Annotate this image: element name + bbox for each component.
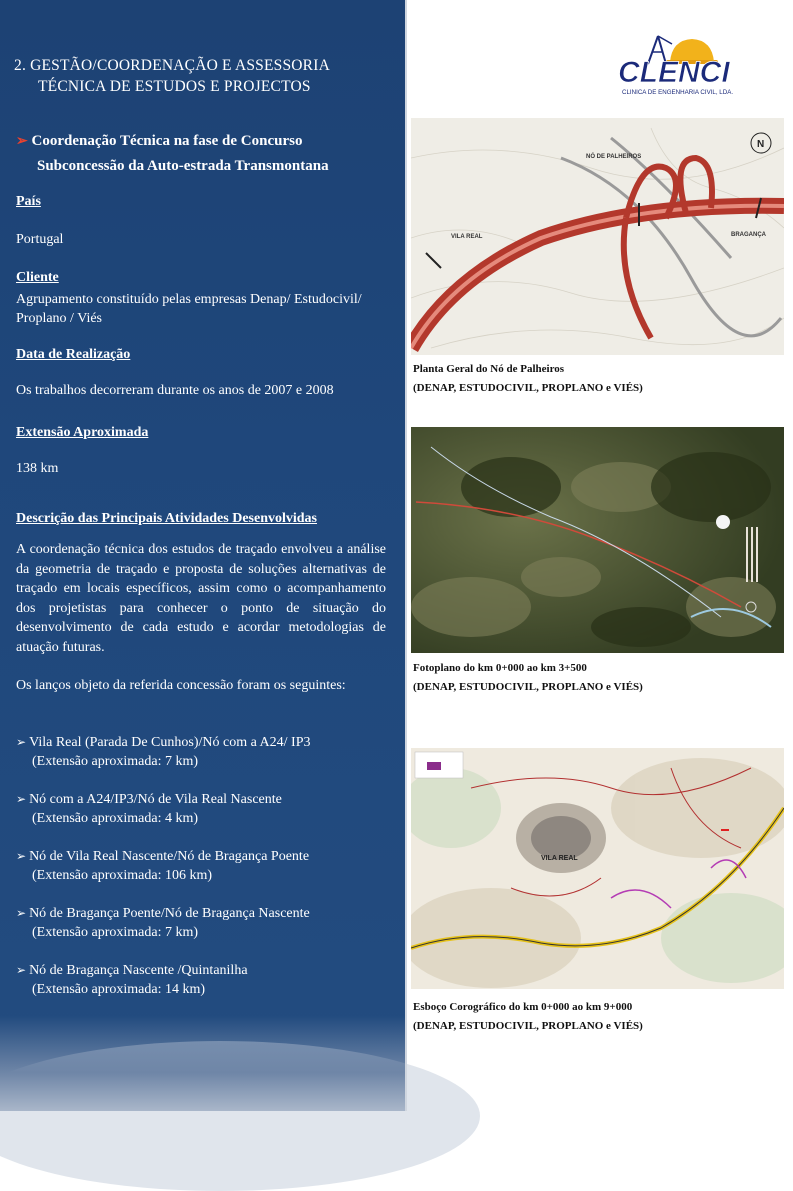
list-item [16,847,396,885]
logo-text: CLENCI [618,56,730,89]
arrow-bullet-icon: ➢ [16,134,28,149]
map-label: VILA REAL [451,234,483,240]
client-label: Cliente [16,270,59,285]
project-title [16,129,401,178]
description-label: Descrição das Principais Atividades Desenvolvidas [16,511,318,526]
section-title-line1: 2. GESTÃO/COORDENAÇÃO E ASSESSORIA [14,57,330,74]
description-paragraph: Os lanços objeto da referida concessão foram os seguintes: [16,678,346,693]
image-caption [413,659,783,697]
date-label: Data de Realização [16,347,131,362]
extension-label: Extensão Aproximada [16,425,149,440]
caption-title: Fotoplano do km 0+000 ao km 3+500 [413,662,587,674]
image-caption [413,360,783,398]
svg-text:N: N [757,139,765,150]
lanco-name: Nó com a A24/IP3/Nó de Vila Real Nascente [29,792,282,807]
lanco-extension: (Extensão aproximada: 7 km) [32,925,199,940]
clenci-logo [612,34,762,100]
image-caption [413,998,783,1036]
arrow-bullet-icon: ➢ [16,963,27,977]
caption-title: Planta Geral do Nó de Palheiros [413,363,565,375]
date-value: Os trabalhos decorreram durante os anos de 2007 e 2008 [16,383,334,398]
map-label: BRAGANÇA [731,232,766,238]
project-title-line1: Coordenação Técnica na fase de Concurso [31,133,303,149]
chorographic-map-drawing [411,748,784,989]
map-label: NÓ DE PALHEIROS [586,154,642,160]
extension-value: 138 km [16,461,59,476]
road-plan-image [411,118,784,355]
caption-credits: (DENAP, ESTUDOCIVIL, PROPLANO e VIÉS) [413,1020,643,1032]
arrow-bullet-icon: ➢ [16,849,27,863]
description [16,540,386,696]
lanco-extension: (Extensão aproximada: 7 km) [32,754,199,769]
lanco-name: Vila Real (Parada De Cunhos)/Nó com a A24/ IP3 [29,735,311,750]
arrow-bullet-icon: ➢ [16,792,27,806]
country-value: Portugal [16,232,64,247]
aerial-photo-image [411,427,784,653]
map-label: VILA REAL [541,855,578,862]
arrow-bullet-icon: ➢ [16,906,27,920]
arrow-bullet-icon: ➢ [16,735,27,749]
country-label: País [16,194,41,209]
client-value: Agrupamento constituído pelas empresas Denap/ Estudocivil/ Proplano / Viés [16,292,362,326]
aerial-photo-drawing [411,427,784,653]
lanco-name: Nó de Bragança Nascente /Quintanilha [29,963,248,978]
section-title-line2: TÉCNICA DE ESTUDOS E PROJECTOS [38,78,311,95]
decorative-fade [0,1016,405,1111]
lancos-list [16,733,396,1018]
road-plan-drawing [411,118,784,355]
list-item [16,961,396,999]
list-item [16,733,396,771]
logo-graphic [612,34,762,100]
left-panel [0,0,405,1111]
list-item [16,904,396,942]
list-item [16,790,396,828]
panel-divider [405,0,407,1111]
caption-credits: (DENAP, ESTUDOCIVIL, PROPLANO e VIÉS) [413,382,643,394]
description-paragraph: A coordenação técnica dos estudos de traçado envolveu a análise da geometria de traçado e proposta de soluções alternativas de traçado em locais específicos, assim como o acompanhamento dos projetistas para conhecer o ponto de situação do desenvolvimento de cada estudo e acordar metodologias de atuação futuras. [16,542,386,655]
lanco-extension: (Extensão aproximada: 14 km) [32,982,206,997]
logo-subtext: CLINICA DE ENGENHARIA CIVIL, LDA. [622,89,734,96]
caption-credits: (DENAP, ESTUDOCIVIL, PROPLANO e VIÉS) [413,681,643,693]
lanco-extension: (Extensão aproximada: 106 km) [32,868,213,883]
lanco-name: Nó de Bragança Poente/Nó de Bragança Nascente [29,906,310,921]
caption-title: Esboço Corográfico do km 0+000 ao km 9+000 [413,1001,633,1013]
project-title-line2: Subconcessão da Auto-estrada Transmontana [37,158,329,174]
lanco-name: Nó de Vila Real Nascente/Nó de Bragança Poente [29,849,310,864]
chorographic-map-image [411,748,784,989]
lanco-extension: (Extensão aproximada: 4 km) [32,811,199,826]
section-title [14,55,399,97]
